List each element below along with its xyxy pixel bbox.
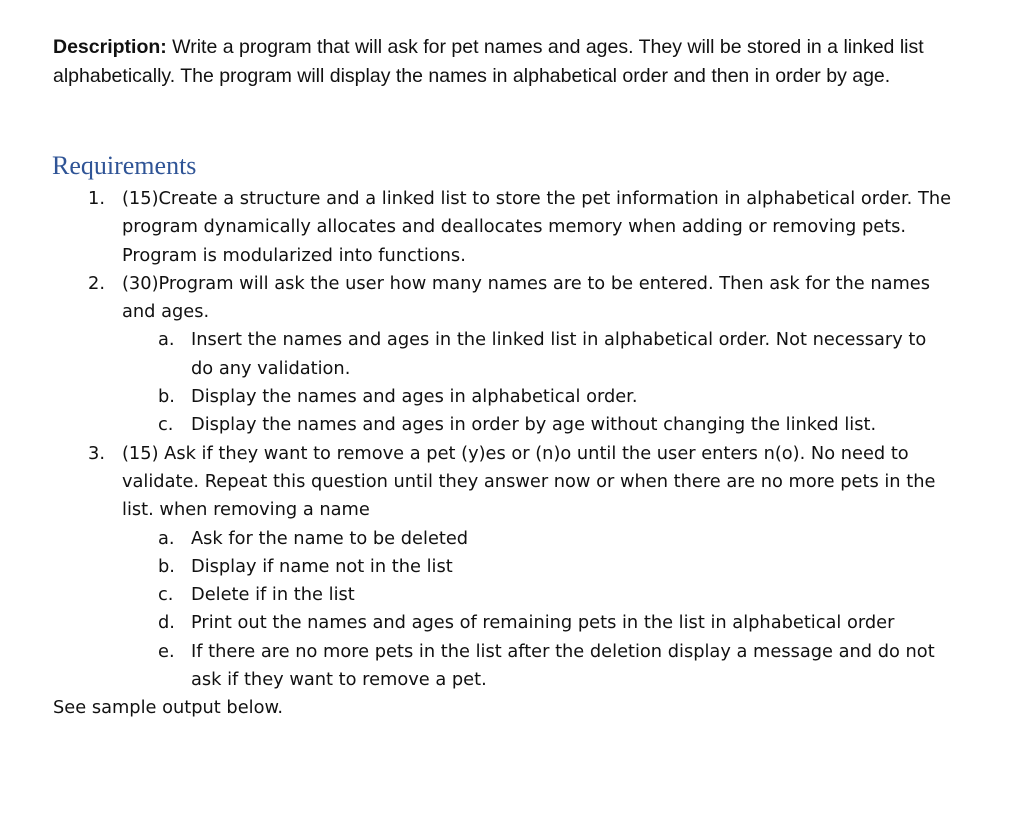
subitem-text: Display the names and ages in alphabetical order. — [191, 386, 638, 408]
description-label: Description: — [53, 36, 167, 58]
requirement-subitem-3a — [0, 525, 1024, 553]
requirement-number: 3. — [88, 442, 105, 464]
subitem-text: Insert the names and ages in the linked list in alphabetical order. Not necessary to do any validation. — [191, 329, 927, 379]
requirement-text: (30)Program will ask the user how many names are to be entered. Then ask for the names and ages. — [122, 272, 931, 323]
subitem-letter: c. — [158, 584, 174, 606]
requirement-text: (15) Ask if they want to remove a pet (y)es or (n)o until the user enters n(o). No need to validate. Repeat this question until they answer now or when there are no more pets in the list. when removing a name — [122, 442, 936, 521]
subitem-letter: d. — [158, 612, 175, 634]
subitem-letter: c. — [158, 414, 174, 436]
subitem-letter: b. — [158, 386, 175, 408]
sample-output-note: See sample output below. — [53, 697, 284, 718]
requirement-number: 2. — [88, 272, 105, 294]
requirement-subitem-2a — [0, 326, 1024, 383]
requirement-number: 1. — [88, 188, 105, 209]
subitem-text: Delete if in the list — [191, 584, 355, 606]
subitem-letter: b. — [158, 555, 175, 577]
subitem-text: If there are no more pets in the list after the deletion display a message and do not ask if they want to remove a pet. — [191, 640, 935, 691]
description-text: Write a program that will ask for pet names and ages. They will be stored in a linked list alphabetically. The program will display the names in alphabetical order and then in order by age. — [53, 36, 924, 87]
requirement-item-2 — [0, 270, 931, 327]
requirement-subitem-3d — [0, 609, 1024, 637]
subitem-text: Display if name not in the list — [191, 555, 453, 577]
requirement-item-3 — [0, 440, 936, 525]
subitem-letter: a. — [158, 527, 175, 549]
description-paragraph — [53, 33, 953, 91]
requirement-item-1 — [0, 185, 952, 270]
subitem-text: Display the names and ages in order by age without changing the linked list. — [191, 414, 877, 436]
requirement-subitem-2b — [0, 383, 1024, 411]
requirement-subitem-2c — [0, 411, 1024, 439]
subitem-letter: a. — [158, 329, 175, 351]
subitem-letter: e. — [158, 640, 175, 662]
requirements-list — [0, 185, 1024, 694]
requirement-text: (15)Create a structure and a linked list to store the pet information in alphabetical order. The program dynamically allocates and deallocates memory when adding or removing pets. Program is modularized into functions. — [122, 188, 952, 266]
requirement-subitem-3b — [0, 553, 1024, 581]
requirements-heading: Requirements — [52, 151, 197, 180]
requirement-subitem-3e — [0, 638, 1024, 695]
subitem-text: Ask for the name to be deleted — [191, 527, 469, 549]
requirement-subitem-3c — [0, 581, 1024, 609]
subitem-text: Print out the names and ages of remaining pets in the list in alphabetical order — [191, 612, 895, 634]
